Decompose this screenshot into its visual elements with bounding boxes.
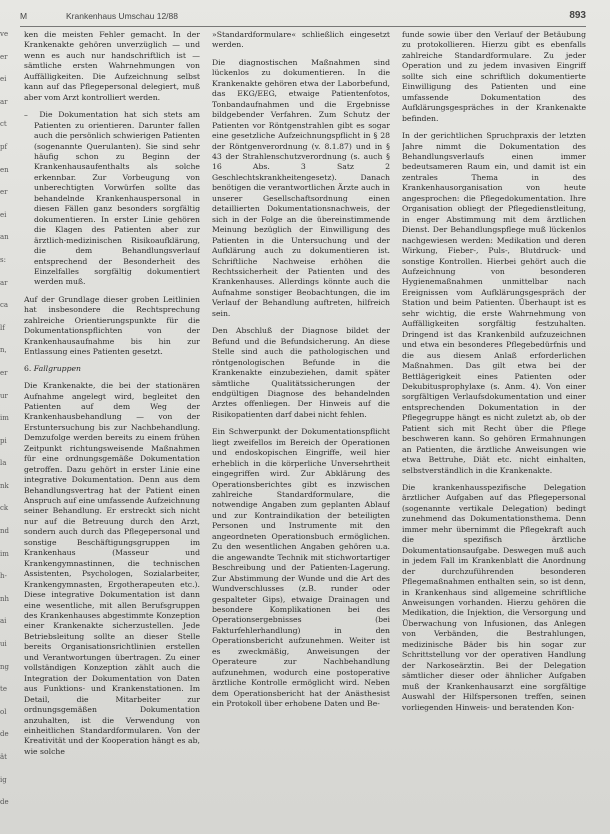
margin-fragment: n, <box>0 346 7 355</box>
margin-fragment: h- <box>0 572 7 581</box>
margin-fragment: nh <box>0 594 10 603</box>
margin-fragment: ck <box>0 504 9 513</box>
paragraph: funde sowie über den Verlauf der Betäubung zu protokollieren. Hierzu gibt es ebenfalls zahlreiche Standardformulare. Zu jeder Operation und zu jedem invasiven Eingriff sollte sich eine schriftlich dokumentierte Einwilligung des Patienten und eine umfassende Dokumentation des Aufklärungsgespräches in der Krankenakte befinden. <box>402 30 586 123</box>
paragraph: Die krankenhausspezifische Delegation ärztlicher Aufgaben auf das Pflegepersonal (sogenannte vertikale Delegation) bedingt zunehmend das Dokumentationsthema. Denn immer mehr übernimmt die Pflegekraft auch die spezifisch ärztliche Dokumentationsaufgabe. Deswegen muß auch in jedem Fall im Krankenblatt die Anordnung der durchzuführenden besonderen Pflegemaßnahmen enthalten sein, so ist denn, in Krankenhaus sind allgemeine schriftliche Anweisungen vorhanden. Hierzu gehören die Medikation, die Injektion, die Versorgung und Überwachung von Infusionen, das Anlegen von Verbänden, die Bestrahlungen, medizinische Bäder bis hin sogar zur Schrittstellung vor der operativen Handlung der Narkoseärztin. Bei der Delegation sämtlicher dieser oder ähnlicher Aufgaben muß der Krankenhausarzt eine sorgfältige Auswahl der Hilfspersonen treffen, seinen vorliegenden Hinweis- und beratenden Kon- <box>402 483 586 712</box>
margin-fragment: en <box>0 165 9 174</box>
margin-fragment: pf <box>0 142 8 151</box>
margin-fragment: ng <box>0 662 9 671</box>
margin-fragment: er <box>0 188 8 197</box>
margin-fragment: im <box>0 414 9 423</box>
paragraph: Die diagnostischen Maßnahmen sind lückenlos zu dokumentieren. In die Krankenakte gehören etwa der Laborbefund, das EKG/EEG, etwaige Patientenfotos, Tonbandaufnahmen und die Ergebnisse bildgebender Verfahren. Zum Schutz der Patienten vor Röntgenstrahlen gibt es sogar eine gesetzliche Aufzeichnungspflicht in § 28 der Röntgenverordnung (v. 8.1.87) und in § 43 der Strahlenschutzverordnung (s. auch § 16 Abs. 3 Satz 2 Geschlechtskrankheitengesetz). Danach benötigen die verantwortlichen Ärzte auch in unserer Gesellschaftsordnung einen detaillierten Dokumentationsnachweis, der sich in der Folge an die übereinstimmende Meinung bezüglich der Einwilligung des Patienten in die Untersuchung und der Aufklärung auch zu dokumentieren ist. Schriftliche Nachweise erhöhen die Rechtssicherheit der Patienten und des Krankenhauses. Allerdings könnte auch die Aufnahme sonstiger Beobachtungen, die im Verlauf der Behandlung auftreten, hilfreich sein. <box>212 57 390 318</box>
paragraph: »Standardformulare« schließlich eingesetzt werden. <box>212 30 390 50</box>
section-heading <box>24 364 200 374</box>
margin-fragment: ät <box>0 753 7 761</box>
margin-fragment: er <box>0 52 8 61</box>
running-header <box>20 10 586 24</box>
margin-fragment: pi <box>0 436 7 445</box>
margin-fragment: ar <box>0 97 8 106</box>
margin-fragment: nk <box>0 481 9 490</box>
left-margin-fragments <box>0 30 14 810</box>
paragraph: ken die meisten Fehler gemacht. In der Krankenakte gehören unverzüglich — und wenn es auch nur handschriftlich ist — sämtliche ersten Wahrnehmungen von Auffälligkeiten. Die Aufzeichnung selbst kann auf das Pflegepersonal delegiert, muß aber vom Arzt kontrolliert werden. <box>24 30 200 102</box>
column-3 <box>402 30 586 820</box>
paragraph: In der gerichtlichen Spruchpraxis der letzten Jahre nimmt die Dokumentation des Behandlungsverlaufs einen immer bedeutsameren Raum ein, und damit ist ein zentrales Thema in des Krankenhausorganisation von heute angesprochen: die Pflegedokumentation. Ihre Organisation obliegt der Pflegedienstleitung, in enger Abstimmung mit dem ärztlichen Dienst. Der Behandlungspflege muß lückenlos nachgewiesen werden: Medikation und deren Wirkung, Fieber-, Puls-, Blutdruck- und sonstige Kontrollen. Hierbei gehört auch die Aufzeichnung von besonderen Hygienemaßnahmen unmittelbar nach Ereignissen vom Aufklärungsgespräch der Station und beim Patienten. Überhaupt ist es sehr wichtig, die erste Wahrnehmung von Auffälligkeiten sorgfältig festzuhalten. Dringend ist das Krankenbild aufzuzeichnen und etwa ein besonderes Pflegebedürfnis und die aus diesem Anlaß erforderlichen Maßnahmen. Das gilt etwa bei der Bettlägerigkeit eines Patienten oder Dekubitusprophylaxe (s. Anm. 4). Von einer sorgfältigen Verlaufsdokumentation und einer entsprechenden Dokumentation in der Pflegegruppe hängt es nicht zuletzt ab, ob der Patient sich mit Recht über die Pflege beschweren kann. So gehören Ermahnungen an Patienten, die ärztliche Anweisungen wie etwa Bettruhe, Diät etc. nicht einhalten, selbstverständlich in die Krankenakte. <box>402 131 586 475</box>
margin-fragment: de <box>0 730 9 739</box>
paragraph: – Die Dokumentation hat sich stets am Patienten zu orientieren. Darunter fallen auch die persönlich schwierigen Patienten (sogenannte Querulanten). Sie sind sehr häufig schon zu Beginn der Krankenhausaufenthalts als solche erkennbar. Zur Vorbeugung von unberechtigten Vorwürfen sollte das behandelnde Krankenhauspersonal in diesen Fällen ganz besonders sorgfältig dokumentieren. In erster Linie gehören die Klagen des Patienten aber zur ärztlich-medizinischen Risikoaufklärung, die dem Behandlungsverlauf entsprechend der Besonderheit des Einzelfalles sorgfältig dokumentiert werden muß. <box>24 110 200 287</box>
paragraph: Die Krankenakte, die bei der stationären Aufnahme angelegt wird, begleitet den Patienten auf dem Weg der Krankenhausbehandlung — von der Erstuntersuchung bis zur Nachbehandlung. Demzufolge werden bereits zu einem frühen Zeitpunkt richtungsweisende Maßnahmen für eine ordnungsgemäße Dokumentation getroffen. Dazu gehört in erster Linie eine integrative Dokumentation. Denn aus dem Behandlungsvertrag hat der Patient einen Anspruch auf eine umfassende Aufzeichnung seiner Behandlung. Er erstreckt sich nicht nur auf die Betreuung durch den Arzt, sondern auch durch das Pflegepersonal und sonstige Beschäftigungsgruppen im Krankenhaus (Masseur und Krankengymnastinnen, die technischen Assistenten, Psychologen, Sozialarbeiter, Krankengymnasten, Ergotherapeuten etc.). Diese integrative Dokumentation ist dann eine wesentliche, mit allen Berufsgruppen des Krankenhauses abgestimmte Konzeption einer Krankenakte sicherzustellen. Jede Betriebsleitung sollte an dieser Stelle bereits Organisationsrichtlinien erstellen und Verantwortungen übertragen. Zu einer vollständigen Konzeption zählt auch die Integration der Dokumentation von Daten aus Funktions- und Krankenstationen. Im Detail, die Mitarbeiter zur ordnungsgemäßen Dokumentation anzuhalten, ist die Verwendung von einheitlichen Standardformularen. Von der Kreativität und der Kooperation hängt es ab, wie solche <box>24 381 200 756</box>
margin-fragment: s: <box>0 255 6 264</box>
margin-fragment: ai <box>0 617 7 626</box>
margin-fragment: ei <box>0 75 7 84</box>
section-number: 6. <box>24 363 32 373</box>
journal-title: Krankenhaus Umschau 12/88 <box>66 11 178 21</box>
paragraph: Auf der Grundlage dieser groben Leitlinien hat insbesondere die Rechtsprechung zahlreiche Orientierungspunkte für die Dokumentationspflichten von der Krankenhausaufnahme bis hin zur Entlassung eines Patienten gesetzt. <box>24 294 200 357</box>
margin-fragment: la <box>0 459 7 468</box>
margin-fragment: er <box>0 368 8 377</box>
paragraph: Den Abschluß der Diagnose bildet der Befund und die Befundsicherung. An diese Stelle sind auch die pathologischen und röntgenologischen Befunde in die Krankenakte einzubeziehen, damit später sämtliche Qualitätssicherungen der endgültigen Diagnose des behandelnden Arztes offenliegen. Der Hinweis auf die Risikopatienten darf dabei nicht fehlen. <box>212 326 390 419</box>
margin-fragment: ig <box>0 775 7 784</box>
header-left-fragment: M <box>20 11 28 21</box>
margin-fragment: ca <box>0 301 9 310</box>
margin-fragment: ui <box>0 640 7 649</box>
header-rule <box>20 26 586 27</box>
margin-fragment: an <box>0 233 9 242</box>
column-1 <box>24 30 200 820</box>
margin-fragment: ol <box>0 707 7 716</box>
section-title: Fallgruppen <box>33 363 81 373</box>
margin-fragment: ar <box>0 278 8 287</box>
margin-fragment: lf <box>0 323 5 332</box>
margin-fragment: ei <box>0 210 7 219</box>
margin-fragment: de <box>0 798 9 807</box>
margin-fragment: ct <box>0 120 7 129</box>
margin-fragment: ur <box>0 391 8 400</box>
page-number: 893 <box>569 10 586 21</box>
paragraph: Ein Schwerpunkt der Dokumentationspflicht liegt zweifellos im Bereich der Operationen und endoskopischen Eingriffe, weil hier erheblich in die körperliche Unversehrtheit eingegriffen wird. Zur Abklärung des Operationsberichtes gibt es inzwischen zahlreiche Standardformulare, die notwendige Angaben zum geplanten Ablauf und zur Kontraindikation der beteiligten Personen und Instrumente mit den angeordneten Operationsbuch ermöglichen. Zu den wesentlichen Angaben gehören u.a. die angewandte Technik mit stichwortartiger Beschreibung und der Patienten-Lagerung. Zur Abstimmung der Wunde und die Art des Wundverschlusses (z.B. runder oder gespalteter Gips), etwaige Drainagen und besondere Komplikationen bei des Operationsergebnisses (bei Fakturfehlerhandlung) in den Operationsbericht aufzunehmen. Weiter ist es zweckmäßig, Anweisungen der Operateure zur Nachbehandlung aufzunehmen, wodurch eine postoperative ärztliche Kontrolle ermöglicht wird. Neben dem Operationsbericht hat der Anästhesist ein Protokoll über erhobene Daten und Be- <box>212 427 390 709</box>
paragraph-text: Die Dokumentation hat sich stets am Patienten zu orientieren. Darunter fallen auch die persönlich schwierigen Patienten (sogenannte Querulanten). Sie sind sehr häufig schon zu Beginn der Krankenhausaufenthalts als solche erkennbar. Zur Vorbeugung von unberechtigten Vorwürfen sollte das behandelnde Krankenhauspersonal in diesen Fällen ganz besonders sorgfältig dokumentieren. In erster Linie gehören die Klagen des Patienten aber zur ärztlich-medizinischen Risikoaufklärung, die dem Behandlungsverlauf entsprechend der Besonderheit des Einzelfalles sorgfältig dokumentiert werden muß. <box>34 110 200 287</box>
margin-fragment: nd <box>0 527 9 536</box>
margin-fragment: te <box>0 685 7 694</box>
margin-fragment: im <box>0 549 9 558</box>
margin-fragment: ve <box>0 30 9 38</box>
column-2 <box>212 30 390 820</box>
